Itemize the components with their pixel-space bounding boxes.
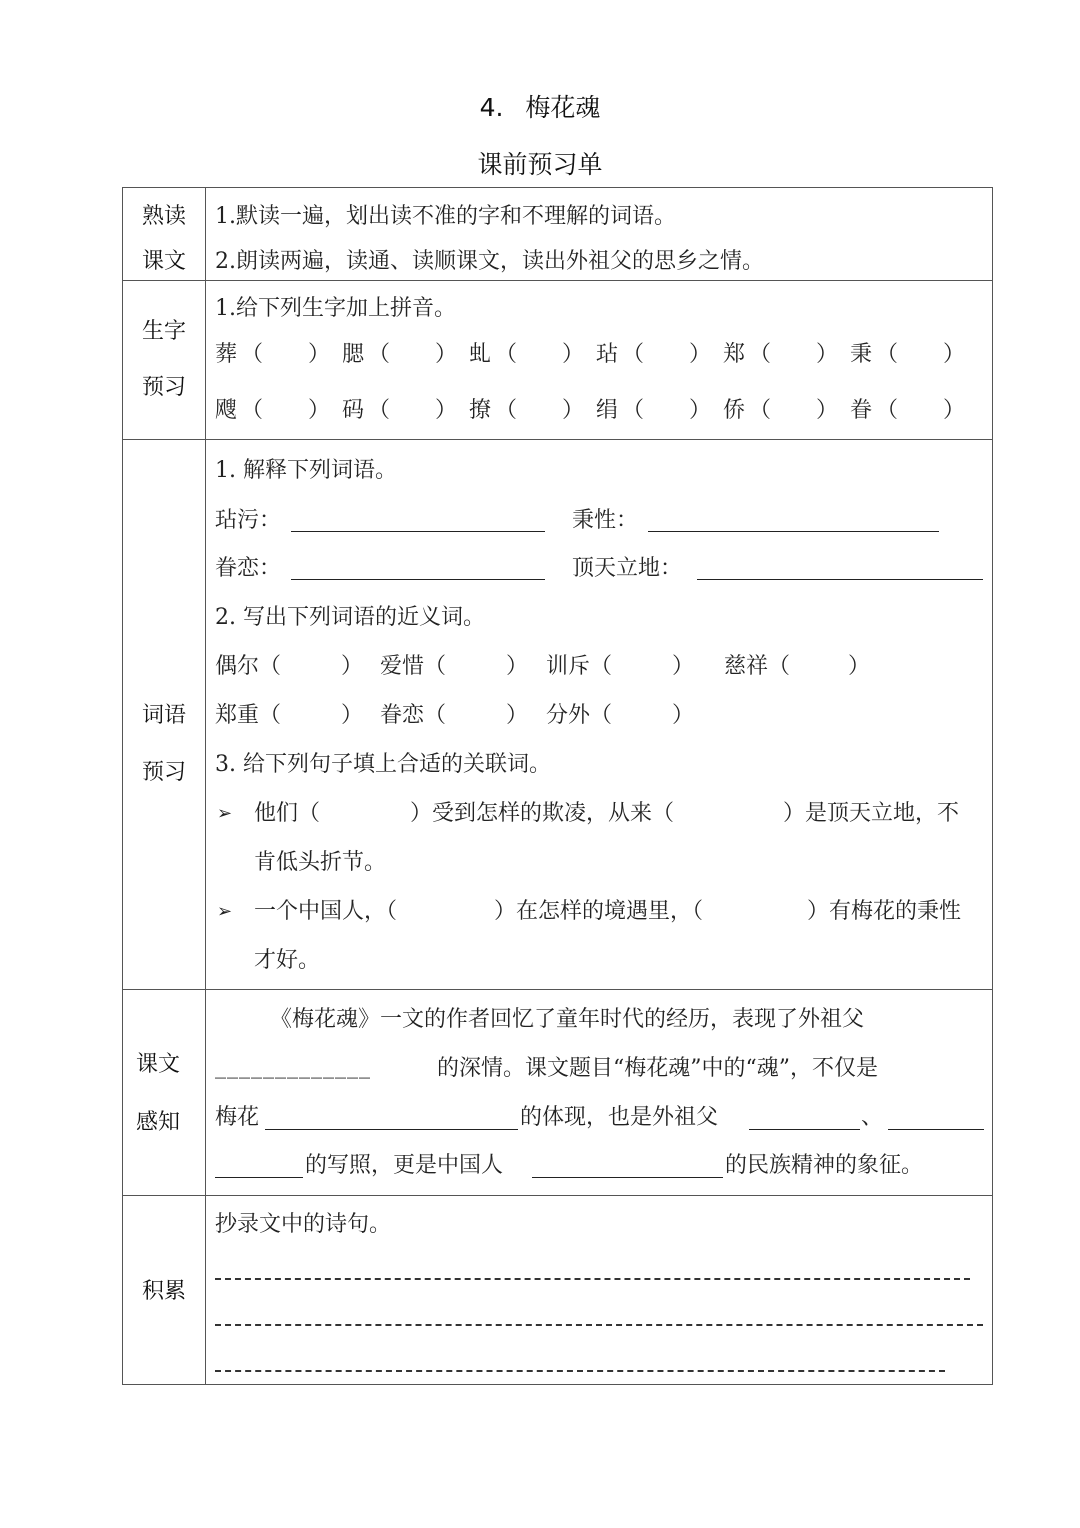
synonym-item: 训斥（ xyxy=(546,654,613,679)
preview-table xyxy=(122,187,993,1385)
synonym-item: 分外（ xyxy=(546,703,613,728)
synonym-item: 眷恋（ xyxy=(380,703,447,728)
comprehension-blank-1[interactable]: _____________ xyxy=(215,1054,371,1079)
pinyin-answer-open[interactable]: （ xyxy=(622,398,645,423)
lesson-name: 梅花魂 xyxy=(525,93,601,122)
synonym-item: 爱惜（ xyxy=(380,654,447,679)
reading-task-1: 1.默读一遍，划出读不准的字和不理解的词语。 xyxy=(215,204,676,229)
pinyin-char: 葬 xyxy=(215,342,238,367)
pinyin-char: 撩 xyxy=(469,398,492,423)
pinyin-answer-close: ） xyxy=(435,342,458,367)
pinyin-char: 绢 xyxy=(596,398,619,423)
row-divider xyxy=(123,989,992,990)
pinyin-answer-open[interactable]: （ xyxy=(876,398,899,423)
pinyin-answer-open[interactable]: （ xyxy=(622,342,645,367)
pinyin-answer-open[interactable]: （ xyxy=(876,342,899,367)
pinyin-answer-close: ） xyxy=(308,342,331,367)
pinyin-answer-close: ） xyxy=(562,398,585,423)
comprehension-blank-4[interactable] xyxy=(888,1129,984,1130)
synonym-item: 慈祥（ xyxy=(724,654,791,679)
document-subtitle: 课前预习单 xyxy=(477,150,603,179)
poem-copy-line-3[interactable] xyxy=(215,1370,945,1372)
pinyin-char: 虬 xyxy=(469,342,492,367)
pinyin-answer-close: ） xyxy=(308,398,331,423)
comprehension-blank-2[interactable] xyxy=(265,1129,518,1130)
accumulate-section-label: 积累 xyxy=(141,1279,186,1304)
pinyin-char: 码 xyxy=(342,398,365,423)
synonym-paren-close: ） xyxy=(506,703,529,728)
pinyin-char: 玷 xyxy=(596,342,619,367)
synonym-paren-close: ） xyxy=(341,654,364,679)
pinyin-answer-open[interactable]: （ xyxy=(241,342,264,367)
reading-task-2: 2.朗读两遍，读通、读顺课文，读出外祖父的思乡之情。 xyxy=(215,249,764,274)
comprehension-line-4b: 的民族精神的象征。 xyxy=(725,1153,924,1178)
synonym-paren-close: ） xyxy=(848,654,871,679)
row-divider xyxy=(123,1195,992,1196)
comprehension-blank-5[interactable] xyxy=(215,1177,303,1178)
vocab-question-1: 1. 解释下列词语。 xyxy=(215,458,397,483)
pinyin-char: 眷 xyxy=(850,398,873,423)
pinyin-answer-close: ） xyxy=(435,398,458,423)
comprehension-section-label: 课文 感知 xyxy=(135,1052,180,1135)
pinyin-char: 秉 xyxy=(850,342,873,367)
synonym-paren-close: ） xyxy=(506,654,529,679)
vocab-answer-line-1[interactable] xyxy=(291,531,545,532)
pinyin-char: 飕 xyxy=(215,398,238,423)
row-divider xyxy=(123,280,992,281)
pinyin-char: 侨 xyxy=(723,398,746,423)
column-divider xyxy=(205,188,206,1384)
comprehension-line-1: 《梅花魂》一文的作者回忆了童年时代的经历，表现了外祖父 xyxy=(270,1007,865,1032)
pinyin-answer-close: ） xyxy=(816,398,839,423)
sentence-2-part-b: ）在怎样的境遇里，（ xyxy=(494,899,704,924)
pinyin-answer-open[interactable]: （ xyxy=(495,398,518,423)
vocab-term-1: 玷污： xyxy=(215,508,282,533)
vocab-term-4: 顶天立地： xyxy=(572,556,683,581)
pinyin-answer-open[interactable]: （ xyxy=(368,398,391,423)
comprehension-line-3c: 、 xyxy=(861,1105,884,1130)
sentence-1-part-c: ）是顶天立地，不 xyxy=(783,801,960,826)
pinyin-char: 腮 xyxy=(342,342,365,367)
pinyin-answer-close: ） xyxy=(816,342,839,367)
synonym-paren-close: ） xyxy=(672,703,695,728)
pinyin-answer-open[interactable]: （ xyxy=(749,398,772,423)
sentence-1-part-d: 肯低头折节。 xyxy=(254,850,387,875)
pinyin-answer-open[interactable]: （ xyxy=(495,342,518,367)
sentence-1-part-b: ）受到怎样的欺凌，从来（ xyxy=(410,801,675,826)
sentence-2-part-a: 一个中国人，（ xyxy=(254,899,398,924)
synonym-paren-close: ） xyxy=(341,703,364,728)
row-divider xyxy=(123,439,992,440)
comprehension-line-2: 的深情。课文题目“梅花魂”中的“魂”，不仅是 xyxy=(437,1056,878,1081)
accumulate-instruction: 抄录文中的诗句。 xyxy=(215,1212,392,1237)
synonym-item: 偶尔（ xyxy=(215,654,282,679)
pinyin-answer-close: ） xyxy=(943,342,966,367)
pinyin-answer-open[interactable]: （ xyxy=(749,342,772,367)
comprehension-blank-6[interactable] xyxy=(532,1177,723,1178)
pinyin-answer-open[interactable]: （ xyxy=(241,398,264,423)
poem-copy-line-1[interactable] xyxy=(215,1278,970,1280)
characters-instruction: 1.给下列生字加上拼音。 xyxy=(215,296,456,321)
bullet-arrow-icon: ➢ xyxy=(217,901,233,922)
sentence-2-part-c: ）有梅花的秉性 xyxy=(807,899,962,924)
vocab-answer-line-3[interactable] xyxy=(291,579,545,580)
sentence-1-part-a: 他们（ xyxy=(254,801,321,826)
comprehension-line-3b: 的体现，也是外祖父 xyxy=(520,1105,719,1130)
comprehension-line-3a: 梅花 xyxy=(215,1105,260,1130)
comprehension-line-4a: 的写照，更是中国人 xyxy=(305,1153,504,1178)
synonym-paren-close: ） xyxy=(672,654,695,679)
vocab-term-2: 秉性： xyxy=(572,508,639,533)
vocab-question-3: 3. 给下列句子填上合适的关联词。 xyxy=(215,752,551,777)
pinyin-char: 郑 xyxy=(723,342,746,367)
bullet-arrow-icon: ➢ xyxy=(217,803,233,824)
vocab-question-2: 2. 写出下列词语的近义词。 xyxy=(215,605,485,630)
reading-section-label: 熟读 课文 xyxy=(141,204,186,274)
pinyin-answer-close: ） xyxy=(943,398,966,423)
pinyin-answer-close: ） xyxy=(689,398,712,423)
lesson-number: 4. xyxy=(479,93,504,122)
pinyin-answer-close: ） xyxy=(562,342,585,367)
vocab-answer-line-4[interactable] xyxy=(697,579,983,580)
vocab-term-3: 眷恋： xyxy=(215,556,282,581)
sentence-2-part-d: 才好。 xyxy=(254,948,321,973)
vocab-section-label: 词语 预习 xyxy=(141,703,186,785)
characters-section-label: 生字 预习 xyxy=(141,319,186,400)
lesson-title xyxy=(0,88,1080,124)
poem-copy-line-2[interactable] xyxy=(215,1324,983,1326)
vocab-answer-line-2[interactable] xyxy=(648,531,939,532)
pinyin-answer-close: ） xyxy=(689,342,712,367)
comprehension-blank-3[interactable] xyxy=(749,1129,860,1130)
synonym-item: 郑重（ xyxy=(215,703,282,728)
pinyin-answer-open[interactable]: （ xyxy=(368,342,391,367)
